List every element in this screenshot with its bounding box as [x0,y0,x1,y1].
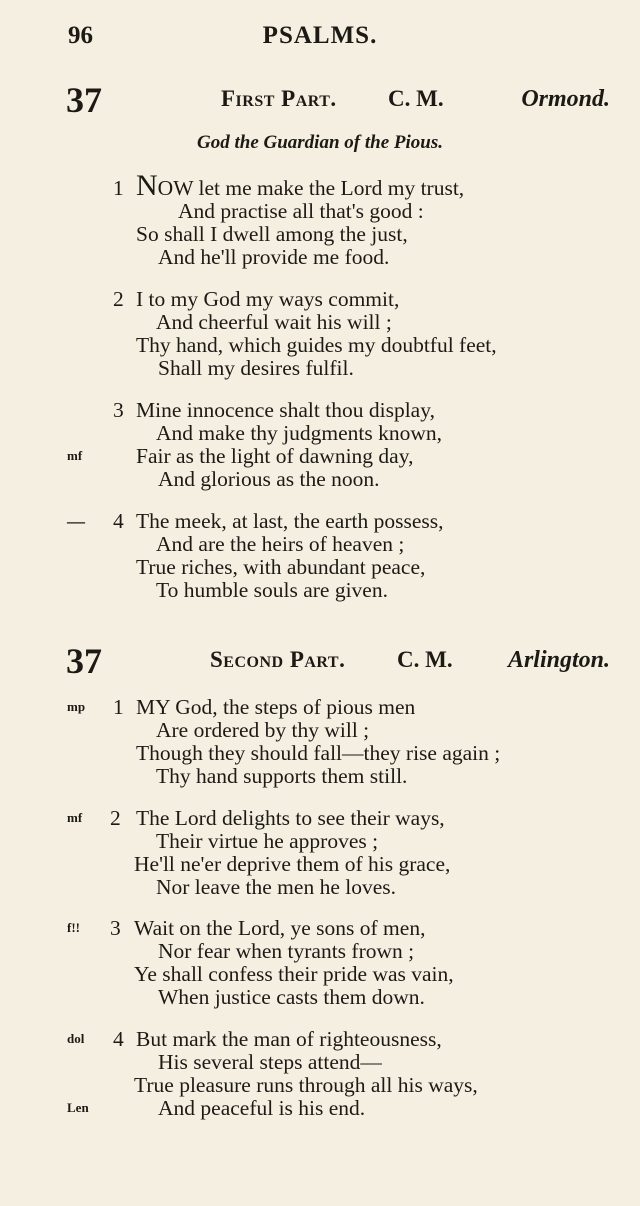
verse-line: He'll ne'er deprive them of his grace, [134,852,451,876]
verse-line: Ye shall confess their pride was vain, [134,962,454,986]
hymn-meter: C. M. [388,86,444,111]
verse-number: 3 [113,398,124,422]
hymn-part: First Part. [221,86,337,111]
verse-line: MY God, the steps of pious men [136,695,416,719]
verse-line: And practise all that's good : [178,199,424,223]
verse-number: 1 [113,176,124,200]
verse-line [136,169,465,202]
verse-line: To humble souls are given. [156,578,388,602]
verse-number: 2 [113,287,124,311]
verse-line: Shall my desires fulfil. [158,356,354,380]
verse-line: His several steps attend— [158,1050,382,1074]
verse-line: True pleasure runs through all his ways, [134,1073,478,1097]
verse-line: When justice casts them down. [158,985,425,1009]
verse-line: Nor leave the men he loves. [156,875,396,899]
verse-line: Mine innocence shalt thou display, [136,398,435,422]
dynamic-marking: dol [67,1031,85,1046]
hymn-tune: Ormond. [521,86,610,112]
verse-line: And he'll provide me food. [158,245,390,269]
page-number: 96 [68,22,93,49]
hymn-tune: Arlington. [507,647,610,673]
dynamic-marking: — [67,511,85,531]
verse-line: I to my God my ways commit, [136,287,400,311]
dynamic-marking: mf [67,810,83,825]
drop-cap: N [136,169,158,202]
verse-line: Thy hand supports them still. [156,764,408,788]
verse-line: Nor fear when tyrants frown ; [158,939,415,963]
running-title: PSALMS. [262,22,378,49]
dynamic-marking: mp [67,699,86,714]
verse-number: 2 [110,806,121,830]
verse-line: Though they should fall—they rise again ; [136,741,501,765]
hymn-meter: C. M. [397,647,453,672]
verse-line: Thy hand, which guides my doubtful feet, [136,333,497,357]
dynamic-marking: mf [67,448,83,463]
verse-number: 1 [113,695,124,719]
verse-line: And peaceful is his end. [158,1096,366,1120]
verse-line: And are the heirs of heaven ; [156,532,405,556]
verse-line: Their virtue he approves ; [156,829,379,853]
verse-line: Wait on the Lord, ye sons of men, [134,916,426,940]
page-header [0,22,640,58]
hymn-number: 37 [66,80,102,120]
verse-number: 4 [113,509,124,533]
verse-number: 3 [110,916,121,940]
verse-line: So shall I dwell among the just, [136,222,408,246]
verse-number: 4 [113,1027,124,1051]
hymn-number: 37 [66,641,102,681]
verse-line: The meek, at last, the earth possess, [136,509,444,533]
hymn-header [66,641,610,685]
verse-line: But mark the man of righteousness, [136,1027,442,1051]
verse-line: And cheerful wait his will ; [156,310,392,334]
hymn-subtitle: God the Guardian of the Pious. [197,132,443,153]
verse-line: The Lord delights to see their ways, [136,806,445,830]
verse-line: And glorious as the noon. [158,467,380,491]
verse-line: Fair as the light of dawning day, [136,444,414,468]
verse-line: And make thy judgments known, [156,421,443,445]
hymn-part: Second Part. [210,647,346,672]
dynamic-marking: Len [67,1100,89,1115]
hymn-header [66,80,610,124]
dynamic-marking: f!! [67,920,80,935]
verse-line-rest: OW let me make the Lord my trust, [157,176,465,200]
verse-line: True riches, with abundant peace, [136,555,426,579]
verse-line: Are ordered by thy will ; [156,718,370,742]
